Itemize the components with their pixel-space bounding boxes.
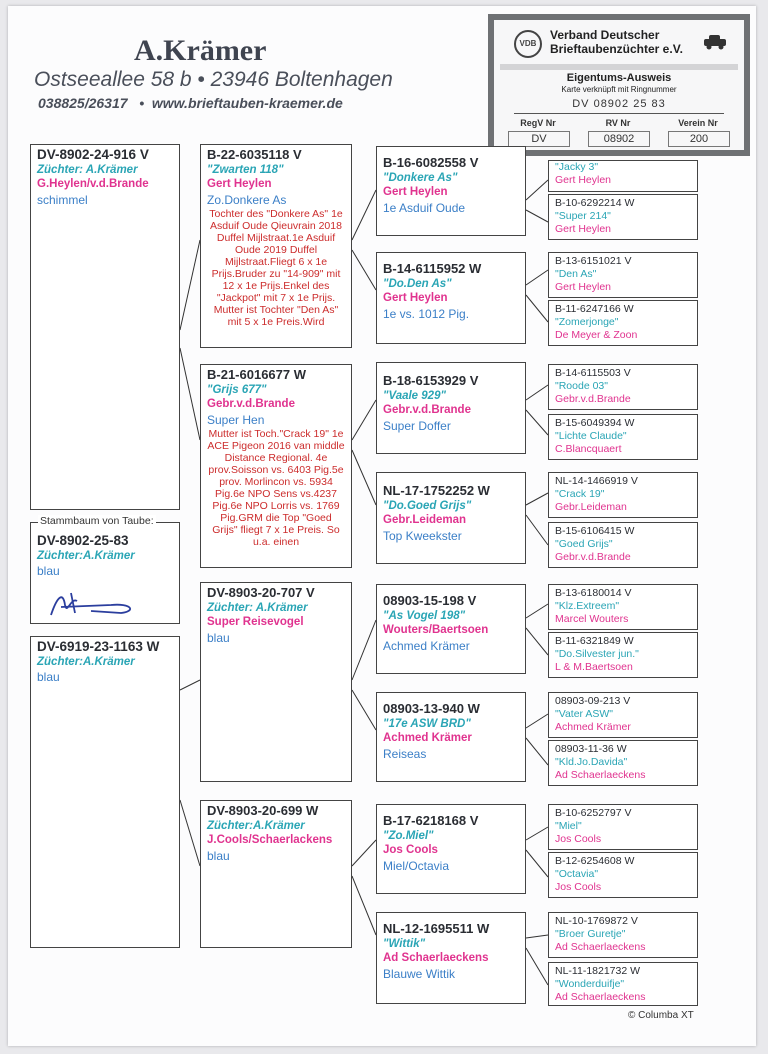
connector-line <box>526 604 548 618</box>
ring-number: NL-17-1752252 W <box>383 483 490 498</box>
breeder: Achmed Krämer <box>383 732 472 744</box>
nickname: "Roode 03" <box>555 380 608 392</box>
color: 1e Asduif Oude <box>383 201 466 215</box>
grandparent-box[interactable] <box>200 364 352 568</box>
connector-line <box>352 250 376 290</box>
connector-line <box>526 850 548 877</box>
card-title: Eigentums-Ausweis <box>566 72 672 84</box>
breeder-name: A.Krämer <box>134 34 267 67</box>
nickname: "Lichte Claude" <box>555 430 627 442</box>
ring-number: B-11-6321849 W <box>555 635 634 647</box>
great-grandparent-box[interactable] <box>376 252 526 344</box>
color: Zo.Donkere As <box>207 193 287 207</box>
nickname: "Vaale 929" <box>383 390 446 402</box>
nickname: "Miel" <box>555 820 582 832</box>
nickname: "Grijs 677" <box>207 384 267 396</box>
breeder: Züchter: A.Krämer <box>207 602 308 614</box>
ring-number: B-13-6151021 V <box>555 255 632 267</box>
great-grandparent-box[interactable] <box>376 804 526 894</box>
notes: Tochter des "Donkere As" 1e Asduif Oude Qieuvrain 2018 Duffel Mijlstraat.1e Asduif Oude 2019 Duffel Mijlstraat.Fliegt 6 x 1e Prijs.Bruder zu "14-909" mit 12 x 1e Prijs.Enkel des "Jackpot" mit 7 x 1e Prijs. Mutter ist Tochter "Den As" mit 5 x 1e Preis.Wird <box>209 208 343 328</box>
connector-line <box>352 400 376 440</box>
ring-number: DV-8902-25-83 <box>37 533 129 548</box>
breeder: Gebr.Leideman <box>383 514 467 526</box>
color: 1e vs. 1012 Pig. <box>383 307 470 321</box>
connector-line <box>526 935 548 938</box>
ring-number: B-17-6218168 V <box>383 813 479 828</box>
connector-line <box>352 190 376 240</box>
gen4-box[interactable] <box>548 852 698 898</box>
gen4-box[interactable] <box>548 414 698 460</box>
nickname: "Kld.Jo.Davida" <box>555 756 628 768</box>
gen4-box[interactable] <box>548 364 698 410</box>
ring-number: DV-8903-20-707 V <box>207 585 315 600</box>
breeder: Züchter:A.Krämer <box>37 550 135 562</box>
breeder: Gebr.v.d.Brande <box>383 404 471 416</box>
breeder: Ad Schaerlaeckens <box>555 941 646 953</box>
breeder: Ad Schaerlaeckens <box>555 769 646 781</box>
ring-number: B-22-6035118 V <box>207 147 302 162</box>
ring-number: DV-6919-23-1163 W <box>37 639 160 654</box>
card-value-rv: 08902 <box>588 131 650 147</box>
nickname: "Super 214" <box>555 210 611 222</box>
color: Super Hen <box>207 413 265 427</box>
connector-line <box>180 680 200 690</box>
connector-line <box>352 690 376 730</box>
connector-line <box>352 450 376 505</box>
nickname: "Zwarten 118" <box>207 164 284 176</box>
ring-number: DV-8903-20-699 W <box>207 803 319 818</box>
breeder: Gert Heylen <box>383 292 448 304</box>
grandparent-box[interactable] <box>200 800 352 948</box>
gen4-box[interactable] <box>548 300 698 346</box>
ring-number: 08903-09-213 V <box>555 695 631 707</box>
association-logo-icon: VDB <box>514 30 542 58</box>
owner: G.Heylen/v.d.Brande <box>37 178 149 190</box>
breeder: C.Blancquaert <box>555 443 622 455</box>
nickname: "Do.Silvester jun." <box>555 648 639 660</box>
card-value-regv: DV <box>508 131 570 147</box>
nickname: "Vater ASW" <box>555 708 614 720</box>
ring-number: B-10-6252797 V <box>555 807 632 819</box>
ring-number: B-18-6153929 V <box>383 373 479 388</box>
connector-line <box>526 180 548 200</box>
breeder: Gert Heylen <box>555 281 612 293</box>
color: blau <box>207 631 230 645</box>
color: Super Doffer <box>383 419 451 433</box>
breeder: Gert Heylen <box>207 178 272 190</box>
nickname: "Donkere As" <box>383 172 458 184</box>
nickname: "Crack 19" <box>555 488 605 500</box>
breeder: Jos Cools <box>555 833 602 845</box>
grandparent-box[interactable] <box>200 144 352 348</box>
nickname: "Wonderduifje" <box>555 978 625 990</box>
breeder: Gebr.Leideman <box>555 501 627 513</box>
connector-line <box>180 240 200 330</box>
great-grandparent-box[interactable] <box>376 362 526 454</box>
gen4-box[interactable] <box>548 584 698 630</box>
great-grandparent-box[interactable] <box>376 146 526 236</box>
breeder: Gebr.v.d.Brande <box>207 398 295 410</box>
ring-number: 08903-11-36 W <box>555 743 627 755</box>
ring-number: 08903-13-940 W <box>383 701 480 716</box>
gen4-box[interactable] <box>548 522 698 568</box>
connector-line <box>526 270 548 285</box>
connector-line <box>526 385 548 400</box>
ring-number: NL-11-1821732 W <box>555 965 641 977</box>
grandparent-box[interactable] <box>200 582 352 782</box>
card-label-verein: Verein Nr <box>678 118 718 128</box>
connector-line <box>180 348 200 440</box>
ring-number: B-16-6082558 V <box>383 155 479 170</box>
breeder: Züchter:A.Krämer <box>37 656 135 668</box>
nickname: "Octavia" <box>555 868 599 880</box>
card-value-verein: 200 <box>668 131 730 147</box>
breeder: Marcel Wouters <box>555 613 629 625</box>
color: Reiseas <box>383 747 427 761</box>
gen4-box[interactable] <box>548 160 698 192</box>
association-name-line2: Brieftaubenzüchter e.V. <box>550 42 683 56</box>
gen4-box[interactable] <box>548 472 698 518</box>
great-grandparent-box[interactable] <box>376 472 526 564</box>
ring-number: B-13-6180014 V <box>555 587 632 599</box>
pedigree-mother[interactable] <box>30 636 180 948</box>
phone-number: 038825/26317 <box>38 95 128 111</box>
pedigree-father[interactable] <box>30 144 180 510</box>
ring-number: B-15-6106415 W <box>555 525 635 537</box>
color: blau <box>37 670 60 684</box>
great-grandparent-box[interactable] <box>376 584 526 674</box>
connector-line <box>352 840 376 866</box>
color: schimmel <box>37 193 88 207</box>
connector-line <box>526 410 548 435</box>
ring-number: B-14-6115503 V <box>555 367 631 379</box>
color: Blauwe Wittik <box>383 967 456 981</box>
copyright: © Columba XT <box>628 1010 694 1021</box>
nickname: "Zo.Miel" <box>383 830 434 842</box>
breeder: Gert Heylen <box>555 174 612 186</box>
card-ring-number: DV 08902 25 83 <box>572 98 666 110</box>
connector-line <box>526 515 548 545</box>
nickname: "Broer Guretje" <box>555 928 626 940</box>
gen4-box[interactable] <box>548 194 698 240</box>
color: blau <box>37 564 60 578</box>
ring-number: NL-10-1769872 V <box>555 915 638 927</box>
nickname: "Do.Den As" <box>383 278 452 290</box>
gen4-box[interactable] <box>548 804 698 850</box>
breeder: Ad Schaerlaeckens <box>383 952 489 964</box>
nickname: "Jacky 3" <box>555 161 599 173</box>
breeder: Züchter: A.Krämer <box>37 164 138 176</box>
connector-line <box>526 714 548 728</box>
color: Achmed Krämer <box>383 639 470 653</box>
breeder: Jos Cools <box>383 844 438 856</box>
nickname: "Wittik" <box>383 938 426 950</box>
separator: • <box>139 95 145 111</box>
great-grandparent-box[interactable] <box>376 912 526 1004</box>
ring-number: B-10-6292214 W <box>555 197 635 209</box>
breeder: De Meyer & Zoon <box>555 329 638 341</box>
ring-number: NL-12-1695511 W <box>383 921 490 936</box>
breeder: Wouters/Baertsoen <box>383 624 489 636</box>
connector-line <box>526 738 548 765</box>
stammbaum-label: Stammbaum von Taube: <box>40 515 154 527</box>
notes: Mutter ist Toch."Crack 19" 1e ACE Pigeon 2016 van middle Distance Regional. 4e prov.Soisson vs. 6403 Pig.5e prov. Morlincon vs. 5934 Pig.6e NPO Sens vs.4237 Pig.6e NPO Lorris vs. 1769 Pig.GRM die Top "Goed Grijs" fliegt 7 x 1e Preis. So u.a. einen <box>207 428 345 548</box>
breeder: Gert Heylen <box>383 186 448 198</box>
nickname: "Klz.Extreem" <box>555 600 620 612</box>
connector-line <box>526 628 548 655</box>
color: Top Kweekster <box>383 529 462 543</box>
breeder: Jos Cools <box>555 881 602 893</box>
connector-line <box>526 210 548 222</box>
signature-icon <box>41 589 151 626</box>
owner: Super Reisevogel <box>207 616 304 628</box>
nickname: "Den As" <box>555 268 597 280</box>
connector-line <box>352 620 376 680</box>
nickname: "Do.Goed Grijs" <box>383 500 472 512</box>
pedigree-subject[interactable] <box>30 522 180 624</box>
ring-number: B-14-6115952 W <box>383 261 482 276</box>
ring-number: NL-14-1466919 V <box>555 475 638 487</box>
connector-line <box>526 493 548 505</box>
ring-number: 08903-15-198 V <box>383 593 477 608</box>
connector-line <box>526 827 548 840</box>
card-label-rv: RV Nr <box>605 118 631 128</box>
breeder: Züchter:A.Krämer <box>207 820 305 832</box>
ring-number: B-21-6016677 W <box>207 367 306 382</box>
ring-number: DV-8902-24-916 V <box>37 147 149 162</box>
card-label-regv: RegV Nr <box>520 118 556 128</box>
breeder: Gebr.v.d.Brande <box>555 551 631 563</box>
nickname: "17e ASW BRD" <box>383 718 471 730</box>
connector-line <box>526 948 548 985</box>
gen4-box[interactable] <box>548 740 698 786</box>
owner: J.Cools/Schaerlackens <box>207 834 333 846</box>
gen4-box[interactable] <box>548 252 698 298</box>
breeder: Achmed Krämer <box>555 721 631 733</box>
breeder: Gebr.v.d.Brande <box>555 393 631 405</box>
ring-number: B-15-6049394 W <box>555 417 635 429</box>
nickname: "As Vogel 198" <box>383 610 466 622</box>
connector-line <box>526 295 548 322</box>
gen4-box[interactable] <box>548 632 698 678</box>
breeder: Gert Heylen <box>555 223 612 235</box>
website-link[interactable]: www.brieftauben-kraemer.de <box>151 95 343 111</box>
color: Miel/Octavia <box>383 859 450 873</box>
association-name-line1: Verband Deutscher <box>550 28 660 42</box>
ring-number: B-11-6247166 W <box>555 303 634 315</box>
nickname: "Zomerjonge" <box>555 316 619 328</box>
gen4-box[interactable] <box>548 962 698 1006</box>
gen4-box[interactable] <box>548 912 698 958</box>
gen4-box[interactable] <box>548 692 698 738</box>
connector-line <box>180 800 200 866</box>
card-subtitle: Karte verknüpft mit Ringnummer <box>561 85 677 94</box>
breeder: Ad Schaerlaeckens <box>555 991 646 1003</box>
connector-line <box>352 876 376 935</box>
ring-number: B-12-6254608 W <box>555 855 635 867</box>
color: blau <box>207 849 230 863</box>
great-grandparent-box[interactable] <box>376 692 526 782</box>
breeder: L & M.Baertsoen <box>555 661 633 673</box>
breeder-address: Ostseeallee 58 b • 23946 Boltenhagen <box>34 68 393 91</box>
nickname: "Goed Grijs" <box>555 538 613 550</box>
